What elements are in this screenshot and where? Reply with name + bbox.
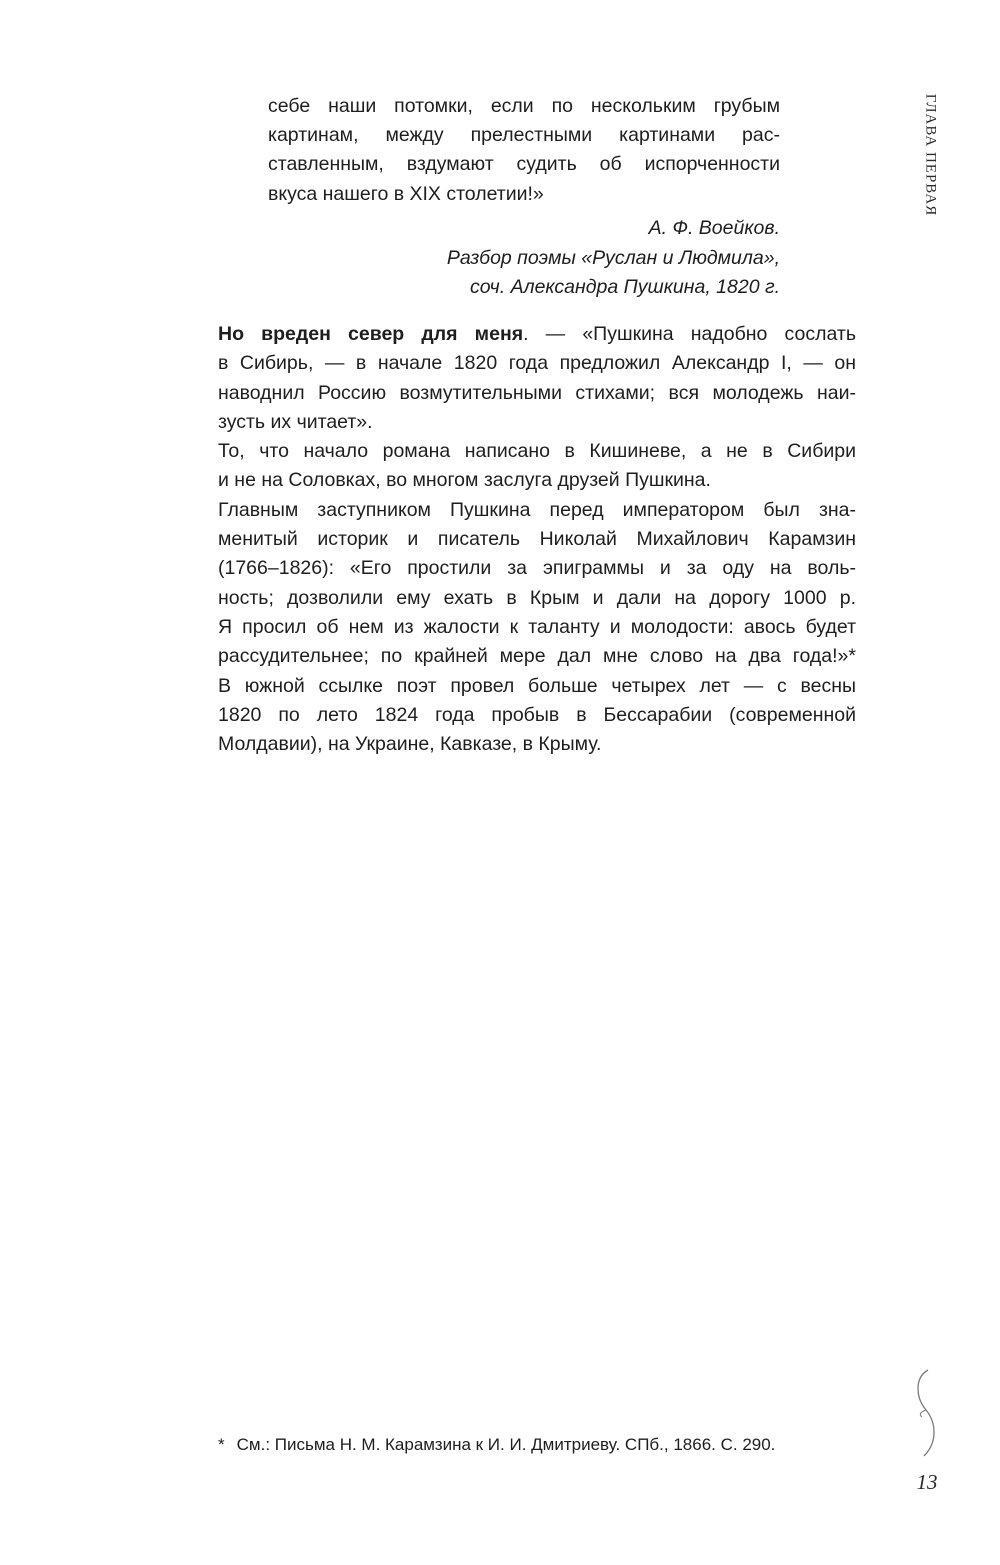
epigraph-line: картинам, между прелестными картинами рас- — [268, 124, 780, 147]
epigraph-line: ставленным, вздумают судить об испорченности — [268, 153, 780, 176]
page-number: 13 — [916, 1470, 938, 1494]
main-text-line: То, что начало романа написано в Кишиневе, а не в Сибири — [218, 440, 856, 463]
epigraph — [268, 92, 780, 209]
lead-rest: . — «Пушкина надобно сослать — [523, 323, 857, 345]
epigraph-line: вкуса нашего в XIX столетии!» — [268, 182, 544, 205]
main-text-line — [218, 320, 856, 349]
epigraph-author: А. Ф. Воейков. — [648, 217, 780, 239]
decorative-brace-icon — [906, 1368, 946, 1458]
main-text-line: 1820 по лето 1824 года пробыв в Бессарабии (современной — [218, 703, 856, 726]
footnote-text: См.: Письма Н. М. Карамзина к И. И. Дмитриеву. СПб., 1866. С. 290. — [236, 1435, 776, 1454]
main-text-line: (1766–1826): «Его простили за эпиграммы и за оду на воль- — [218, 557, 856, 580]
main-text-line: ность; дозволили ему ехать в Крым и дали на дорогу 1000 р. — [218, 586, 856, 609]
main-text-line: рассудительнее; по крайней мере дал мне слово на два года!»* — [218, 645, 856, 668]
epigraph-attribution — [380, 214, 780, 303]
epigraph-source: Разбор поэмы «Руслан и Людмила», — [446, 246, 780, 269]
running-head-text: ГЛАВА ПЕРВАЯ — [922, 93, 939, 217]
main-text-line: В южной ссылке поэт провел больше четырех лет — с весны — [218, 674, 856, 697]
main-text — [218, 320, 856, 759]
main-text-line: Я просил об нем из жалости к таланту и молодости: авось будет — [218, 615, 856, 638]
main-text-line: менитый историк и писатель Николай Михайлович Карамзин — [218, 528, 856, 551]
main-text-line: зусть их читает». — [218, 410, 373, 433]
main-text-line: Главным заступником Пушкина перед императором был зна- — [218, 498, 856, 521]
lead-phrase: Но вреден север для меня — [218, 323, 524, 345]
main-text-line: и не на Соловках, во многом заслуга друзей Пушкина. — [218, 469, 711, 492]
running-head — [910, 90, 950, 220]
epigraph-line: себе наши потомки, если по нескольким грубым — [268, 95, 780, 117]
footnote-marker: * — [218, 1435, 225, 1454]
main-text-line: наводнил Россию возмутительными стихами; вся молодежь наи- — [218, 381, 856, 404]
main-text-line: в Сибирь, — в начале 1820 года предложил Александр I, — он — [218, 352, 856, 375]
footnote — [218, 1433, 868, 1457]
epigraph-source: соч. Александра Пушкина, 1820 г. — [469, 276, 780, 298]
main-text-line: Молдавии), на Украине, Кавказе, в Крыму. — [218, 733, 602, 756]
